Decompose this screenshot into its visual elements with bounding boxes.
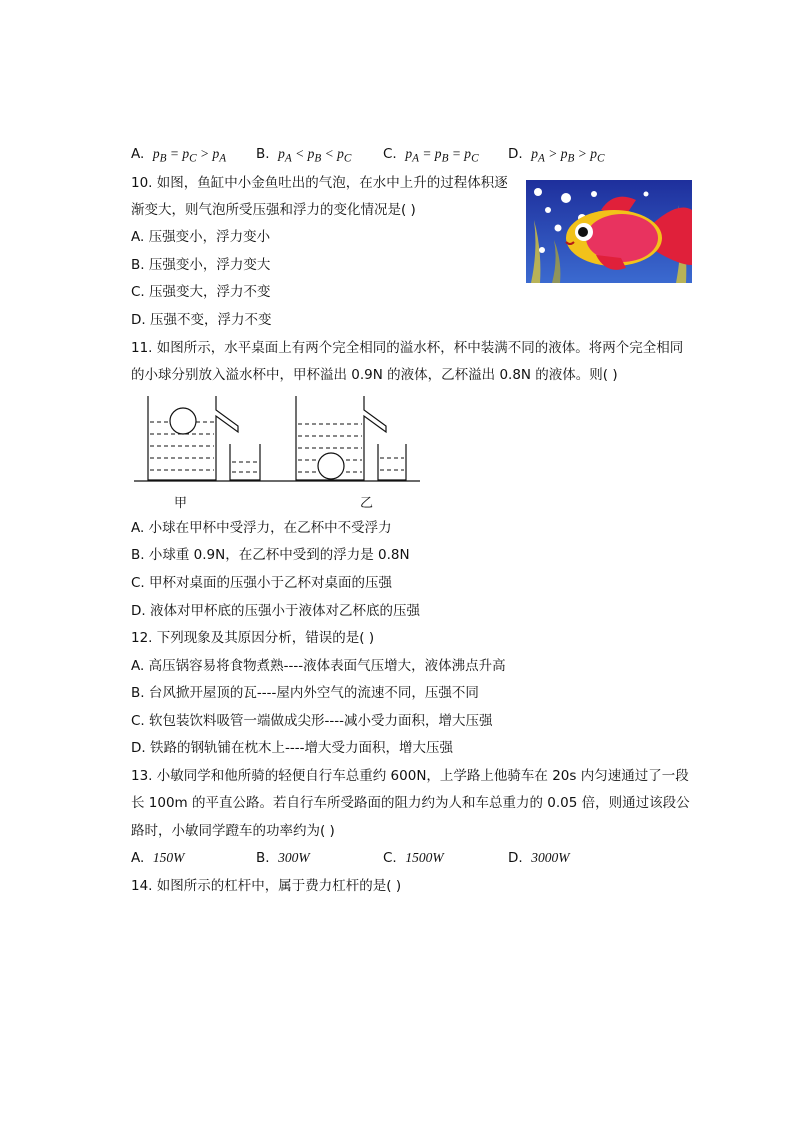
- q12-option-b: B. 台风掀开屋顶的瓦----屋内外空气的流速不同，压强不同: [131, 685, 479, 701]
- overflow-cups-diagram: [130, 392, 420, 488]
- q12-stem: 12. 下列现象及其原因分析，错误的是( ): [131, 630, 375, 646]
- q9-option-b: B. $p_A < p_B < p_C$: [256, 146, 352, 165]
- q11-option-a: A. 小球在甲杯中受浮力，在乙杯中不受浮力: [131, 520, 392, 536]
- q10-option-c: C. 压强变大，浮力不变: [131, 284, 271, 300]
- q9-option-c: C. $p_A = p_B = p_C$: [383, 146, 479, 165]
- q13-option-a: A. 150W: [131, 850, 185, 866]
- q11-stem-line2: 的小球分别放入溢水杯中，甲杯溢出 0.9N 的液体，乙杯溢出 0.8N 的液体。则( ): [131, 367, 618, 383]
- q9-option-a: A. $p_B = p_C > p_A$: [131, 146, 227, 165]
- q10-option-b: B. 压强变小，浮力变大: [131, 257, 271, 273]
- q12-option-d: D. 铁路的钢轨铺在枕木上----增大受力面积，增大压强: [131, 740, 453, 756]
- q13-option-b: B. 300W: [256, 850, 310, 866]
- q13-stem-line1: 13. 小敏同学和他所骑的轻便自行车总重约 600N，上学路上他骑车在 20s 内匀速通过了一段: [131, 768, 689, 784]
- q13-option-d: D. 3000W: [508, 850, 570, 866]
- q10-option-a: A. 压强变小，浮力变小: [131, 229, 271, 245]
- q13-stem-line3: 路时，小敏同学蹬车的功率约为( ): [131, 823, 335, 839]
- q10-option-d: D. 压强不变，浮力不变: [131, 312, 272, 328]
- q11-option-c: C. 甲杯对桌面的压强小于乙杯对桌面的压强: [131, 575, 393, 591]
- q11-option-d: D. 液体对甲杯底的压强小于液体对乙杯底的压强: [131, 603, 420, 619]
- q9-option-d: D. $p_A > p_B > p_C$: [508, 146, 605, 165]
- goldfish-illustration: [526, 180, 692, 283]
- q11-stem-line1: 11. 如图所示，水平桌面上有两个完全相同的溢水杯，杯中装满不同的液体。将两个完全相同: [131, 340, 684, 356]
- q10-stem-line2: 渐变大，则气泡所受压强和浮力的变化情况是( ): [131, 202, 416, 218]
- q13-stem-line2: 长 100m 的平直公路。若自行车所受路面的阻力约为人和车总重力的 0.05 倍，则通过该段公: [131, 795, 690, 811]
- q10-stem-line1: 10. 如图，鱼缸中小金鱼吐出的气泡，在水中上升的过程体积逐: [131, 175, 508, 191]
- q12-option-c: C. 软包装饮料吸管一端做成尖形----减小受力面积，增大压强: [131, 713, 493, 729]
- figure-label-yi: 乙: [360, 496, 374, 511]
- q11-option-b: B. 小球重 0.9N，在乙杯中受到的浮力是 0.8N: [131, 547, 410, 563]
- q12-option-a: A. 高压锅容易将食物煮熟----液体表面气压增大，液体沸点升高: [131, 658, 506, 674]
- figure-label-jia: 甲: [174, 496, 188, 511]
- q14-stem: 14. 如图所示的杠杆中，属于费力杠杆的是( ): [131, 878, 402, 894]
- q13-option-c: C. 1500W: [383, 850, 444, 866]
